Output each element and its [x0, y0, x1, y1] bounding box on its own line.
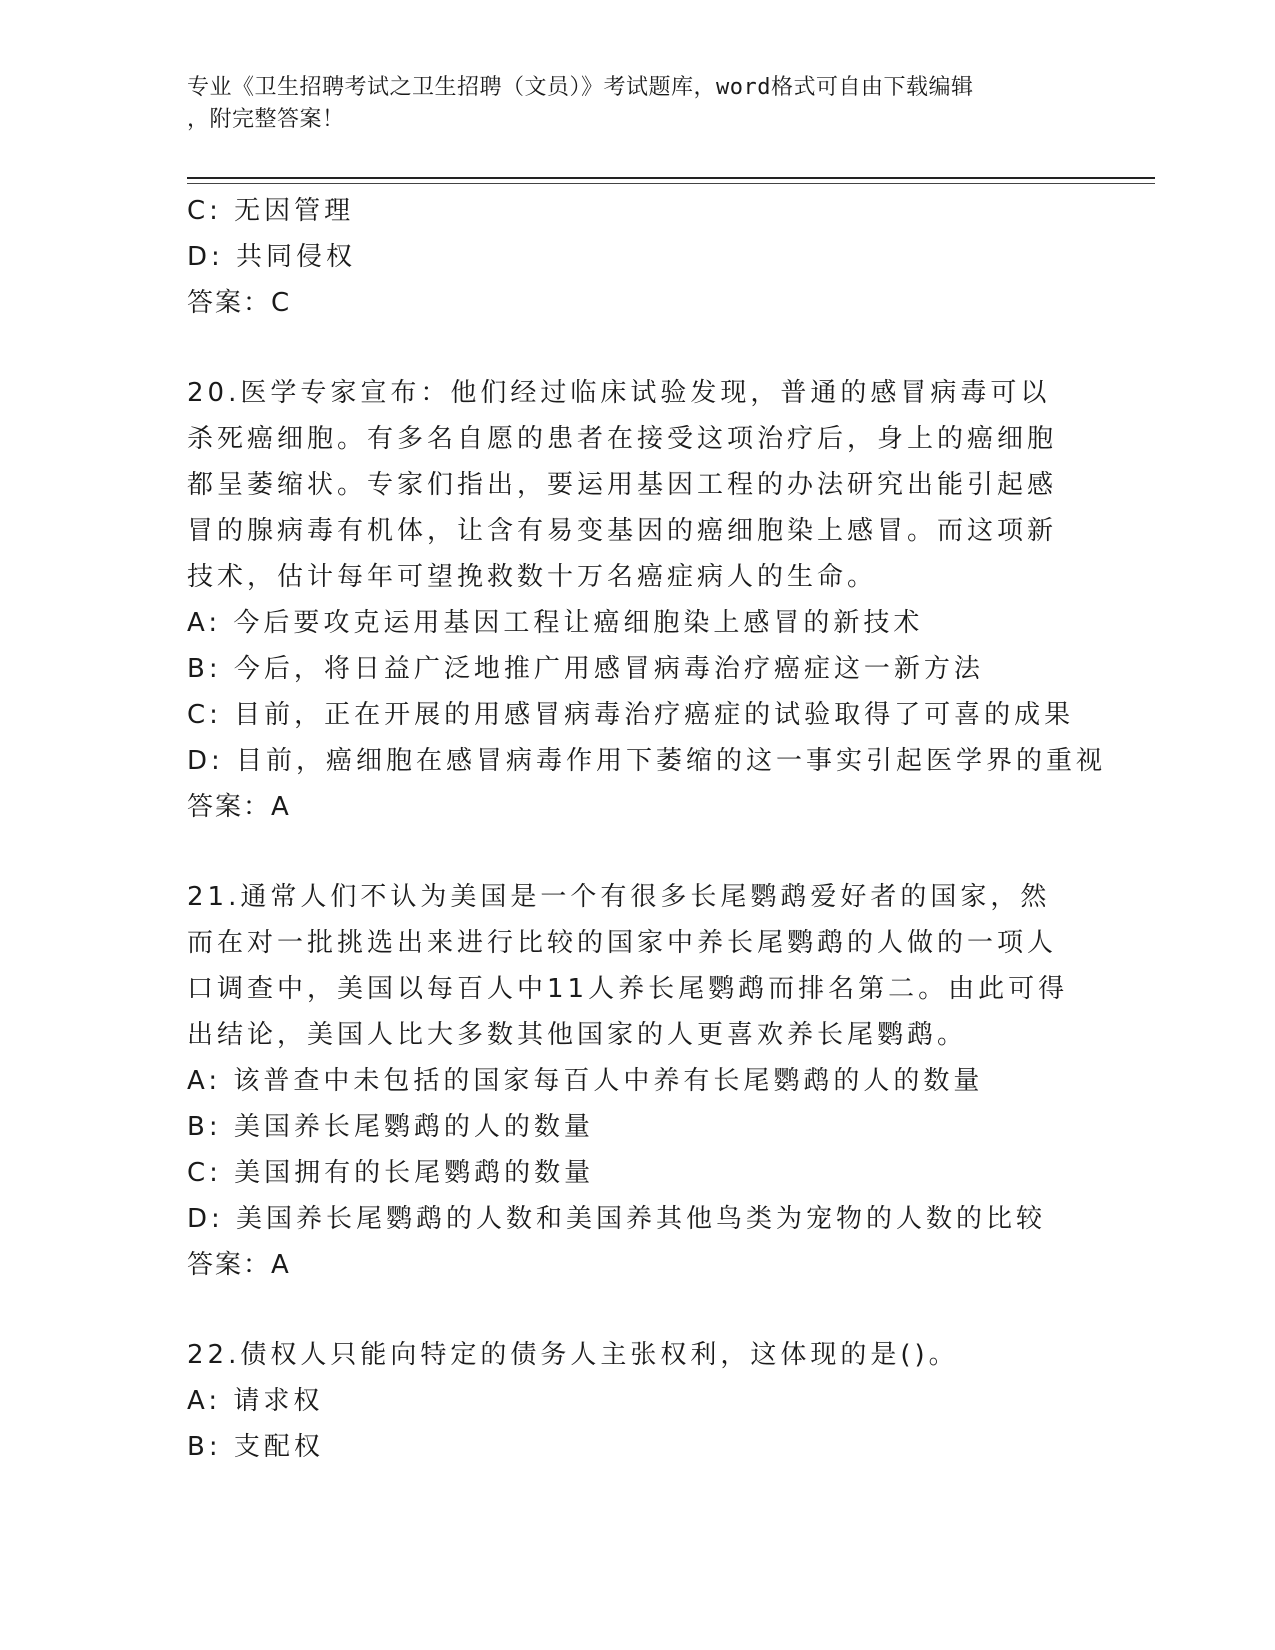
question-22	[187, 1332, 1087, 1470]
header-divider-thick	[187, 177, 1155, 179]
option-c: C: 美国拥有的长尾鹦鹉的数量	[187, 1158, 595, 1188]
question-stem: 20.医学专家宣布：他们经过临床试验发现，普通的感冒病毒可以杀死癌细胞。有多名自愿的患者在接受这项治疗后，身上的癌细胞都呈萎缩状。专家们指出，要运用基因工程的办法研究出能引起感冒的腺病毒有机体，让含有易变基因的癌细胞染上感冒。而这项新技术，估计每年可望挽救数十万名癌症病人的生命。	[187, 378, 1058, 592]
option-b: B: 支配权	[187, 1432, 324, 1462]
option-d: D: 共同侵权	[187, 242, 357, 272]
answer: 答案：A	[187, 792, 291, 822]
option-c: C: 目前，正在开展的用感冒病毒治疗癌症的试验取得了可喜的成果	[187, 700, 1075, 730]
header-line-1: 专业《卫生招聘考试之卫生招聘（文员）》考试题库，word格式可自由下载编辑	[187, 75, 974, 100]
option-c: C: 无因管理	[187, 196, 355, 226]
answer: 答案：A	[187, 1250, 291, 1280]
question-19-tail	[187, 188, 1087, 326]
answer: 答案：C	[187, 288, 292, 318]
question-stem: 21.通常人们不认为美国是一个有很多长尾鹦鹉爱好者的国家，然而在对一批挑选出来进行比较的国家中养长尾鹦鹉的人做的一项人口调查中，美国以每百人中11人养长尾鹦鹉而排名第二。由此可得出结论，美国人比大多数其他国家的人更喜欢养长尾鹦鹉。	[187, 882, 1069, 1050]
option-d: D: 美国养长尾鹦鹉的人数和美国养其他鸟类为宠物的人数的比较	[187, 1204, 1047, 1234]
question-stem: 22.债权人只能向特定的债务人主张权利，这体现的是()。	[187, 1340, 959, 1370]
header-divider-thin	[187, 183, 1155, 184]
option-a: A: 请求权	[187, 1386, 324, 1416]
page-header	[187, 72, 1067, 136]
option-a: A: 今后要攻克运用基因工程让癌细胞染上感冒的新技术	[187, 608, 924, 638]
question-20	[187, 370, 1107, 830]
option-a: A: 该普查中未包括的国家每百人中养有长尾鹦鹉的人的数量	[187, 1066, 984, 1096]
question-21	[187, 874, 1087, 1288]
option-d: D: 目前，癌细胞在感冒病毒作用下萎缩的这一事实引起医学界的重视	[187, 746, 1107, 776]
option-b: B: 美国养长尾鹦鹉的人的数量	[187, 1112, 594, 1142]
question-list	[187, 188, 1107, 1470]
option-b: B: 今后，将日益广泛地推广用感冒病毒治疗癌症这一新方法	[187, 654, 984, 684]
header-line-2: ，附完整答案！	[187, 107, 345, 132]
